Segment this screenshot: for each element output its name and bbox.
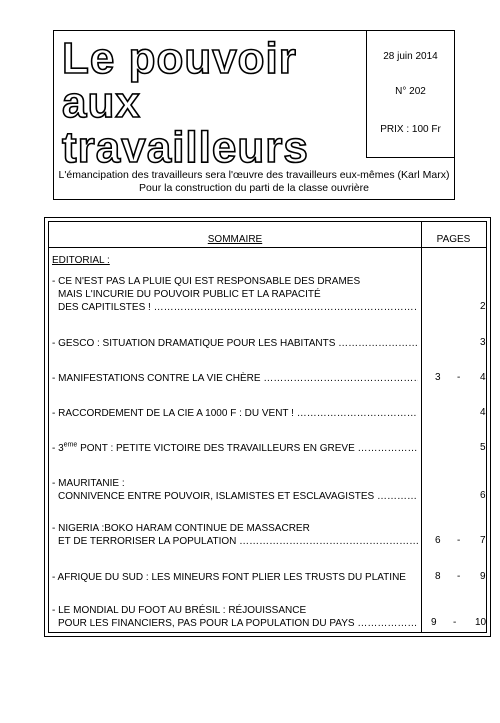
issue-info-box [366,31,454,158]
table-of-contents [44,217,491,637]
toc-entry-line: - AFRIQUE DU SUD : LES MINEURS FONT PLIER LES TRUSTS DU PLATINE [52,572,406,583]
header-divider [49,247,486,248]
toc-entry-line: - CE N'EST PAS LA PLUIE QUI EST RESPONSABLE DES DRAMES [52,276,361,287]
page-from: 8 [435,571,441,582]
page-from: 6 [435,535,441,546]
toc-entry-line: - NIGERIA :BOKO HARAM CONTINUE DE MASSACRER [52,523,310,534]
page-from: 9 [431,617,437,628]
page-to: 10 [475,617,487,628]
toc-entry-mondial[interactable] [52,604,418,630]
subslogan: Pour la construction du parti de la classe ouvrière [139,182,369,194]
page-number: 4 [480,407,486,418]
toc-entry-mauritanie[interactable] [52,477,418,503]
toc-entry-gesco[interactable] [52,337,418,350]
toc-entry-3eme-pont[interactable] [52,442,418,455]
newspaper-title-line-1: Le pouvoir [62,34,297,83]
page-to: 7 [480,535,486,546]
column-divider [421,222,422,632]
superscript-ordinal: ème [63,442,78,449]
entry-text: PONT : PETITE VICTOIRE DES TRAVAILLEURS EN GREVE [77,443,355,454]
page-to: 4 [480,372,486,383]
page-number: 6 [480,490,486,501]
toc-entry-drames[interactable] [52,275,418,314]
issue-date: 28 juin 2014 [383,51,438,62]
pages-header: PAGES [436,234,471,245]
newspaper-title-line-2: aux [62,78,141,127]
toc-entry-line [52,442,418,455]
toc-entry-line: DES CAPITILSTES ! …………………………………………………………………………………………………… [52,301,418,314]
toc-entry-line: - MANIFESTATIONS CONTRE LA VIE CHÈRE …………………………………………………………………………………………………… [52,372,418,385]
sommaire-header: SOMMAIRE [207,234,263,245]
toc-entry-line: - LE MONDIAL DU FOOT AU BRÉSIL : RÉJOUISSANCE [52,605,307,616]
page-number: 2 [480,301,486,312]
page-separator: - [457,571,461,582]
slogan: L'émancipation des travailleurs sera l'œuvre des travailleurs eux-mêmes (Karl Marx) [58,169,450,181]
masthead [53,30,455,200]
toc-entry-line: POUR LES FINANCIERS, PAS POUR LA POPULATION DU PAYS …………………………………………………………………………………………………… [52,617,418,630]
page-separator: - [457,535,461,546]
toc-entry-line: - GESCO : SITUATION DRAMATIQUE POUR LES HABITANTS …………………………………………………………………………………………………… [52,337,418,350]
editorial-section-label: EDITORIAL : [52,255,110,266]
issue-number: N° 202 [395,86,426,97]
page-number: 5 [480,442,486,453]
page-separator: - [453,617,457,628]
newspaper-title-line-3: travailleurs [62,123,309,172]
toc-inner-frame [48,221,487,633]
page-number: 3 [480,337,486,348]
toc-entry-raccordement[interactable] [52,407,418,420]
toc-entry-line: - MAURITANIE : [52,478,125,489]
issue-price: PRIX : 100 Fr [380,124,441,135]
toc-entry-line: ET DE TERRORISER LA POPULATION …………………………………………………………………………………………………… [52,535,418,548]
page-to: 9 [480,571,486,582]
toc-entry-vie-chere[interactable] [52,372,418,385]
toc-entry-line: - RACCORDEMENT DE LA CIE A 1000 F : DU VENT ! …………………………………………………………………………………………………… [52,407,418,420]
page-separator: - [457,372,461,383]
toc-entry-nigeria[interactable] [52,522,418,548]
toc-entry-line: MAIS L'INCURIE DU POUVOIR PUBLIC ET LA RAPACITÉ [58,289,321,300]
page-from: 3 [435,372,441,383]
toc-entry-afrique-du-sud[interactable] [52,571,418,584]
entry-prefix: - 3 [52,443,64,454]
toc-entry-line: CONNIVENCE ENTRE POUVOIR, ISLAMISTES ET ESCLAVAGISTES …………………………………………………………………………………………………… [52,490,418,503]
